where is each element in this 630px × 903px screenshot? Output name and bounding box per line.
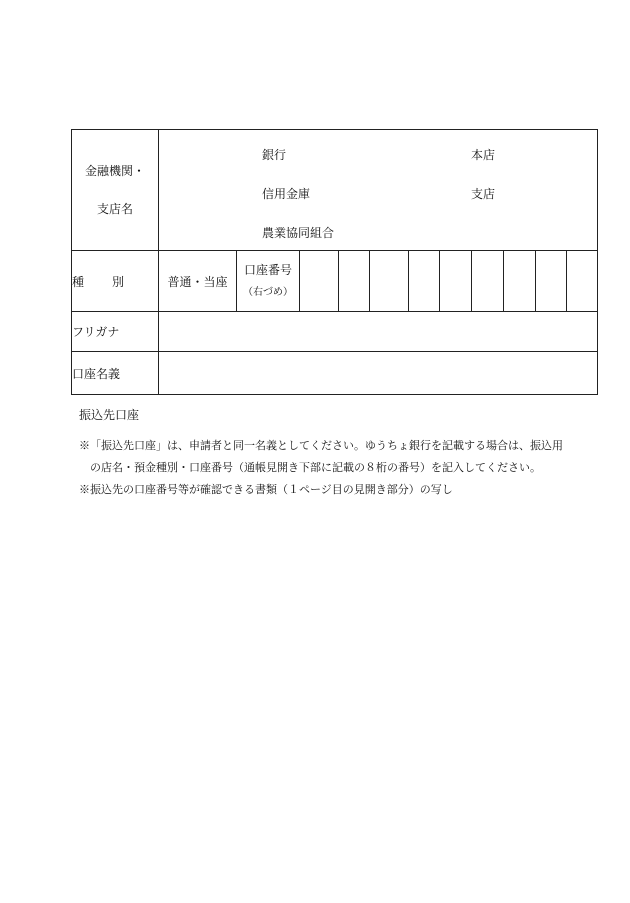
account-digit-box[interactable] — [409, 251, 440, 312]
bank-branch-field[interactable] — [159, 130, 598, 251]
bank-type-credit-union: 信用金庫 — [262, 186, 311, 201]
holder-label: 口座名義 — [72, 352, 159, 395]
account-digit-box[interactable] — [472, 251, 504, 312]
furigana-label: フリガナ — [72, 312, 159, 352]
account-digit-box[interactable] — [370, 251, 409, 312]
furigana-field[interactable] — [159, 312, 598, 352]
furigana-row — [72, 312, 598, 352]
note-line-3: ※振込先の口座番号等が確認できる書類（１ページ目の見開き部分）の写し — [79, 483, 453, 496]
kind-label-char1: 種 — [72, 274, 85, 289]
bank-label-line2: 支店名 — [96, 202, 133, 216]
bank-account-form — [71, 129, 598, 395]
account-digit-box[interactable] — [504, 251, 536, 312]
account-number-sub: （右づめ） — [243, 286, 293, 298]
bank-row — [72, 130, 598, 251]
branch-type-main: 本店 — [471, 147, 496, 162]
bank-type-bank: 銀行 — [262, 147, 287, 162]
account-kind-row — [72, 251, 598, 312]
note-line-2: の店名・預金種別・口座番号（通帳見開き下部に記載の８桁の番号）を記入してください。 — [79, 461, 541, 474]
branch-type-branch: 支店 — [471, 186, 496, 201]
account-digit-box[interactable] — [567, 251, 598, 312]
account-digit-box[interactable] — [300, 251, 339, 312]
form-caption: 振込先口座 — [79, 408, 140, 422]
account-number-label-text: 口座番号 — [243, 263, 292, 278]
bank-branch-label — [72, 130, 159, 251]
account-kind-value[interactable]: 普通・当座 — [159, 251, 237, 312]
account-digit-box[interactable] — [536, 251, 567, 312]
bank-label-line1: 金融機関・ — [84, 164, 145, 178]
holder-row — [72, 352, 598, 395]
account-number-label — [237, 251, 300, 312]
account-digit-box[interactable] — [339, 251, 370, 312]
kind-label — [72, 251, 159, 312]
note-line-1: ※「振込先口座」は、申請者と同一名義としてください。ゆうちょ銀行を記載する場合は、振込用 — [79, 439, 563, 452]
bank-type-agri-coop: 農業協同組合 — [262, 225, 335, 240]
kind-label-char2: 別 — [112, 274, 125, 289]
holder-field[interactable] — [159, 352, 598, 395]
account-digit-box[interactable] — [440, 251, 472, 312]
